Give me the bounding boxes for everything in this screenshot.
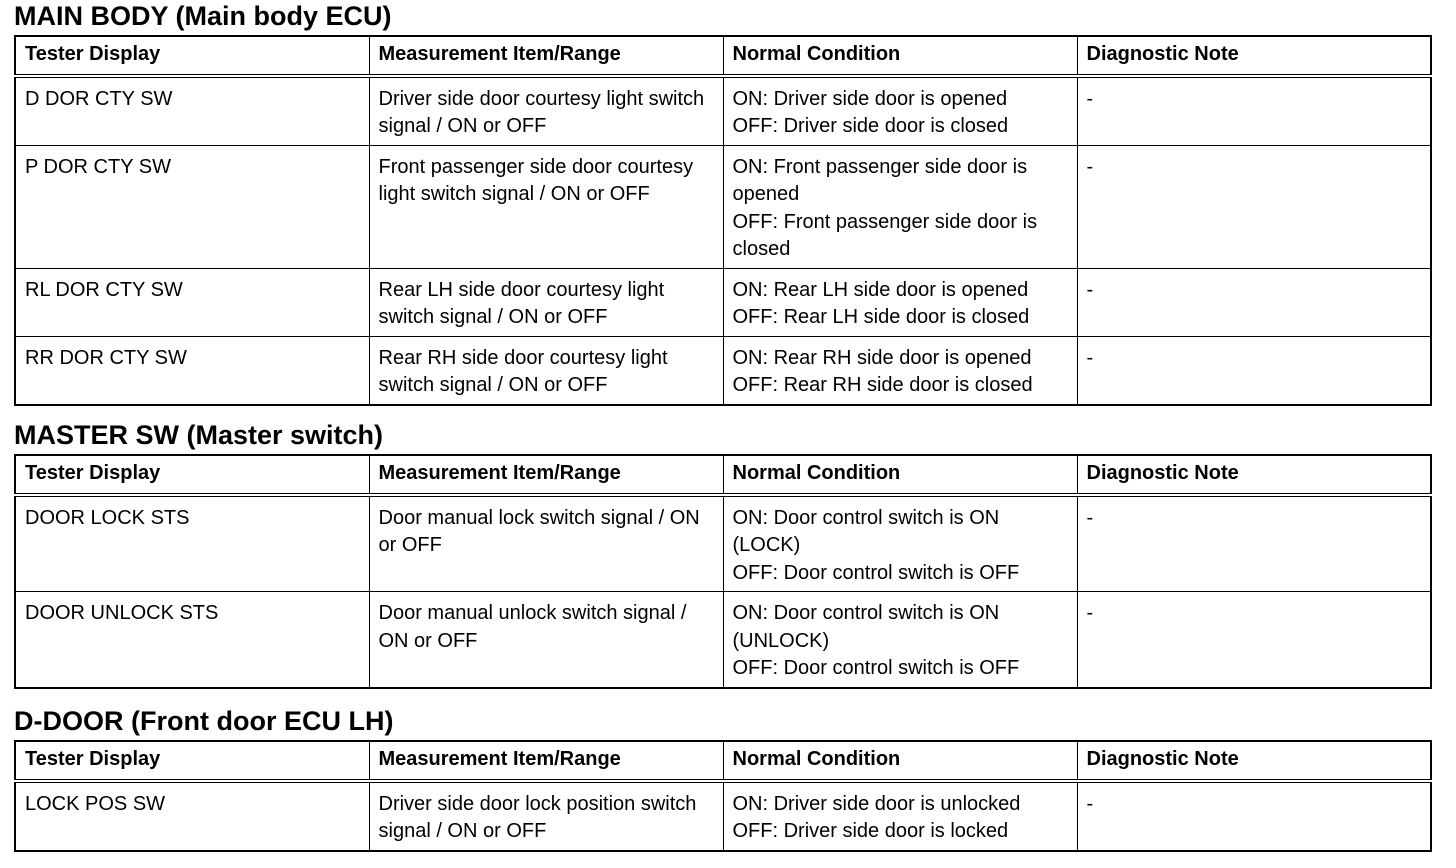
normal-condition-cell: [723, 268, 1077, 336]
header-row: [15, 455, 1431, 495]
column-header-measurement-item-range: Measurement Item/Range: [369, 455, 723, 495]
column-header-measurement-item-range: Measurement Item/Range: [369, 741, 723, 781]
normal-condition-off: OFF: Driver side door is closed: [732, 115, 1009, 137]
normal-condition-off: OFF: Driver side door is locked: [732, 820, 1009, 842]
normal-condition-on: ON: Rear RH side door is opened: [732, 346, 1032, 369]
measurement-cell: Rear LH side door courtesy light switch signal / ON or OFF: [369, 268, 723, 336]
measurement-cell: Door manual lock switch signal / ON or OFF: [369, 495, 723, 592]
tester-display-cell: RL DOR CTY SW: [15, 268, 369, 336]
table-row: [15, 76, 1431, 146]
table-row: [15, 336, 1431, 405]
table-row: [15, 145, 1431, 268]
table-row: [15, 781, 1431, 851]
tester-display-cell: D DOR CTY SW: [15, 76, 369, 146]
table-row: [15, 592, 1431, 688]
normal-condition-cell: [723, 76, 1077, 146]
section-master-sw: [14, 419, 1430, 689]
table-row: [15, 495, 1431, 592]
normal-condition-cell: [723, 145, 1077, 268]
measurement-cell: Rear RH side door courtesy light switch signal / ON or OFF: [369, 336, 723, 405]
diagnostic-note-cell: -: [1077, 145, 1431, 268]
normal-condition-cell: [723, 336, 1077, 405]
measurement-cell: Driver side door lock position switch signal / ON or OFF: [369, 781, 723, 851]
data-table: [14, 35, 1432, 406]
normal-condition-cell: [723, 781, 1077, 851]
tester-display-cell: DOOR UNLOCK STS: [15, 592, 369, 688]
normal-condition-on: ON: Front passenger side door is opened: [732, 155, 1028, 205]
normal-condition-on: ON: Door control switch is ON (LOCK): [732, 506, 1000, 556]
header-row: [15, 36, 1431, 76]
column-header-normal-condition: Normal Condition: [723, 36, 1077, 76]
section-title: MAIN BODY (Main body ECU): [14, 1, 392, 31]
normal-condition-on: ON: Driver side door is unlocked: [732, 792, 1021, 815]
measurement-cell: Driver side door courtesy light switch signal / ON or OFF: [369, 76, 723, 146]
data-table: [14, 740, 1432, 852]
diagnostic-note-cell: -: [1077, 592, 1431, 688]
section-d-door: [14, 705, 1430, 852]
section-main-body: [14, 0, 1430, 406]
normal-condition-cell: [723, 495, 1077, 592]
normal-condition-on: ON: Rear LH side door is opened: [732, 278, 1029, 301]
normal-condition-off: OFF: Rear RH side door is closed: [732, 374, 1033, 396]
column-header-diagnostic-note: Diagnostic Note: [1077, 455, 1431, 495]
normal-condition-cell: [723, 592, 1077, 688]
normal-condition-off: OFF: Rear LH side door is closed: [732, 306, 1030, 328]
column-header-diagnostic-note: Diagnostic Note: [1077, 741, 1431, 781]
normal-condition-off: OFF: Door control switch is OFF: [732, 561, 1020, 584]
tester-display-cell: RR DOR CTY SW: [15, 336, 369, 405]
tester-display-cell: LOCK POS SW: [15, 781, 369, 851]
tester-display-cell: DOOR LOCK STS: [15, 495, 369, 592]
diagnostic-note-cell: -: [1077, 781, 1431, 851]
tester-display-cell: P DOR CTY SW: [15, 145, 369, 268]
measurement-cell: Door manual unlock switch signal / ON or OFF: [369, 592, 723, 688]
diagnostic-note-cell: -: [1077, 76, 1431, 146]
column-header-tester-display: Tester Display: [15, 741, 369, 781]
column-header-normal-condition: Normal Condition: [723, 455, 1077, 495]
column-header-diagnostic-note: Diagnostic Note: [1077, 36, 1431, 76]
section-title: D-DOOR (Front door ECU LH): [14, 706, 394, 736]
measurement-cell: Front passenger side door courtesy light switch signal / ON or OFF: [369, 145, 723, 268]
normal-condition-on: ON: Door control switch is ON (UNLOCK): [732, 602, 1000, 652]
normal-condition-on: ON: Driver side door is opened: [732, 87, 1008, 110]
data-table: [14, 454, 1432, 689]
column-header-normal-condition: Normal Condition: [723, 741, 1077, 781]
column-header-tester-display: Tester Display: [15, 36, 369, 76]
normal-condition-off: OFF: Door control switch is OFF: [732, 657, 1020, 679]
column-header-tester-display: Tester Display: [15, 455, 369, 495]
table-row: [15, 268, 1431, 336]
diagnostic-note-cell: -: [1077, 495, 1431, 592]
column-header-measurement-item-range: Measurement Item/Range: [369, 36, 723, 76]
diagnostic-note-cell: -: [1077, 336, 1431, 405]
header-row: [15, 741, 1431, 781]
normal-condition-off: OFF: Front passenger side door is closed: [732, 210, 1038, 260]
section-title: MASTER SW (Master switch): [14, 420, 384, 450]
diagnostic-note-cell: -: [1077, 268, 1431, 336]
